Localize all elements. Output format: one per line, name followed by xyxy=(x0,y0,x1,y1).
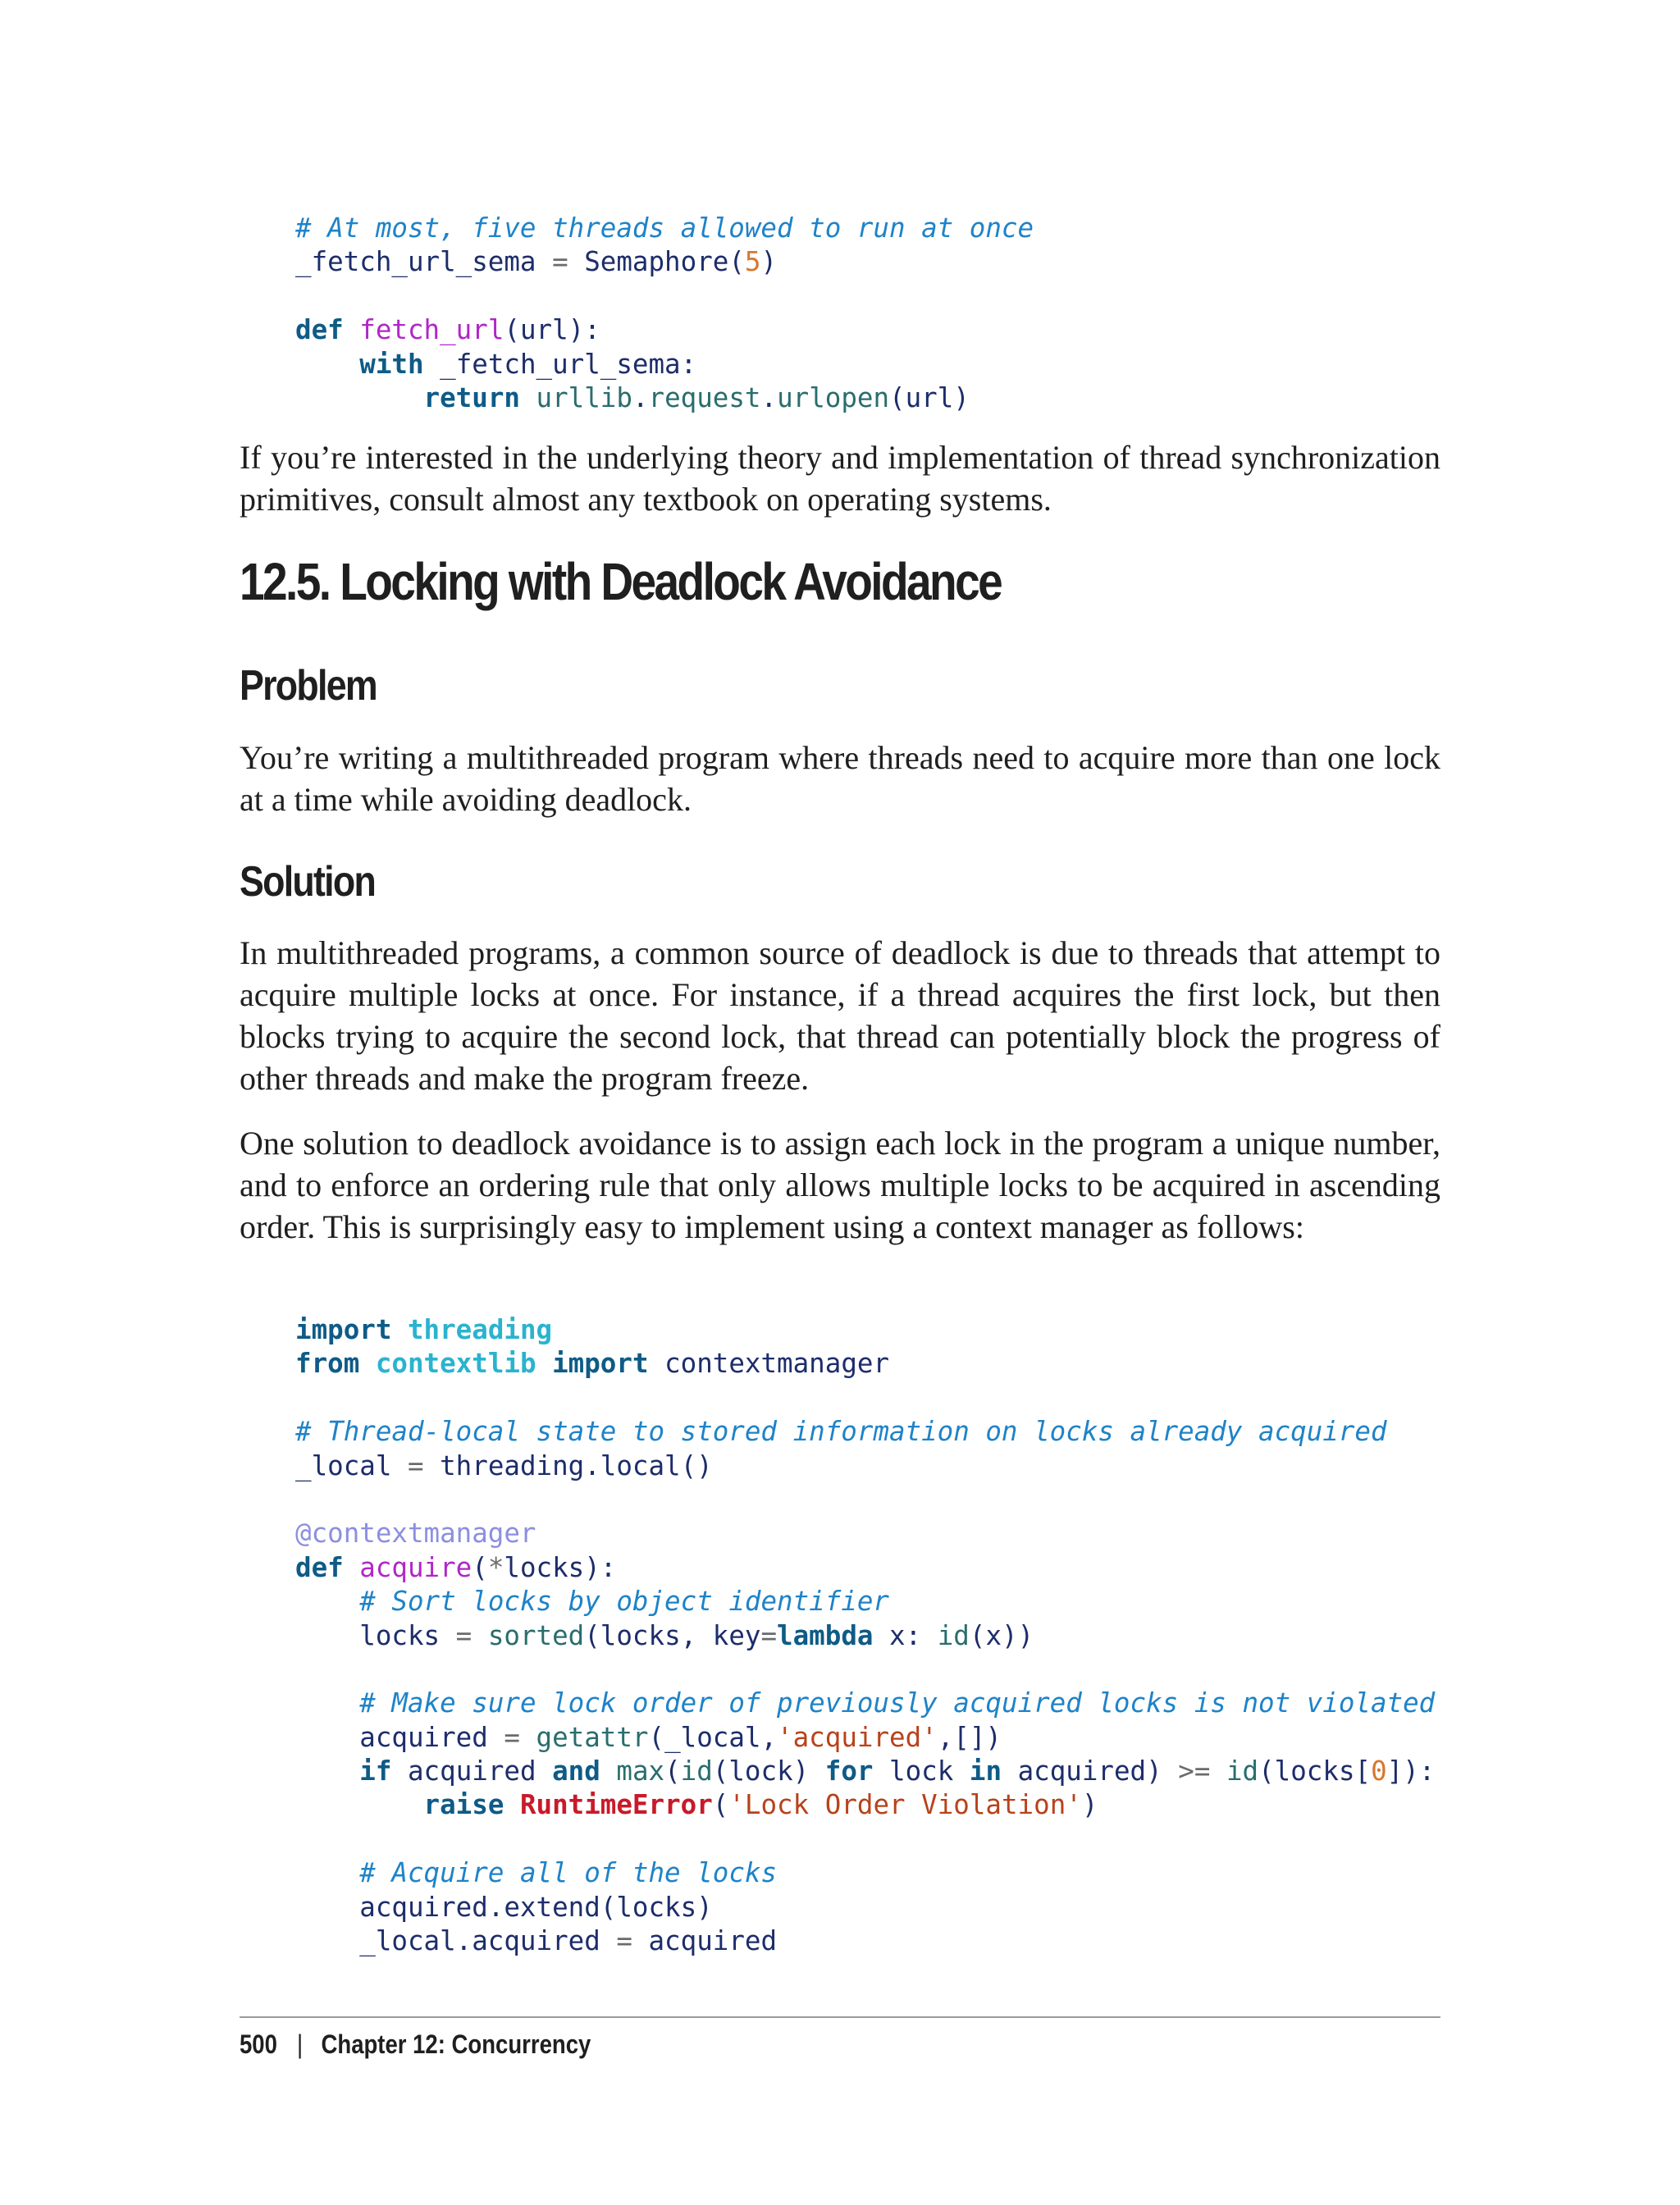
section-title: 12.5. Locking with Deadlock Avoidance xyxy=(240,552,1002,611)
code-line: # At most, five threads allowed to run at once xyxy=(295,212,1034,244)
code-line: _local = threading.local() xyxy=(295,1449,713,1481)
code-line: return urllib.request.urlopen(url) xyxy=(423,381,970,413)
page-number: 500 xyxy=(240,2029,277,2059)
code-line: _local.acquired = acquired xyxy=(295,1925,778,1957)
code-line: locks = sorted(locks, key=lambda x: id(x)) xyxy=(295,1619,1034,1651)
code-line: def fetch_url(url): xyxy=(295,314,600,346)
code-line: def acquire(*locks): xyxy=(295,1551,617,1583)
code-line: import threading xyxy=(295,1314,553,1345)
code-line: # Sort locks by object identifier xyxy=(359,1586,889,1618)
solution-paragraph-1: In multithreaded programs, a common source of deadlock is due to threads that attempt to acquire multiple locks at once. For instance, if a thread acquires the first lock, but then blocks trying to acquire the second lock, that thread can potentially block the progress of other threads and make the program freeze. xyxy=(240,934,1440,1097)
code-line: if acquired and max(id(lock) for lock in acquired) >= id(locks[0]): xyxy=(359,1755,1436,1787)
code-block-acquire xyxy=(295,1313,1435,1958)
code-line xyxy=(295,1381,1435,1415)
code-line: with _fetch_url_sema: xyxy=(359,348,697,380)
code-line xyxy=(295,280,1034,313)
code-line: _fetch_url_sema = Semaphore(5) xyxy=(295,246,778,278)
intro-paragraph: If you’re interested in the underlying theory and implementation of thread synchronization primitives, consult almost any textbook on operating systems. xyxy=(240,439,1440,518)
code-line: raise RuntimeError('Lock Order Violation') xyxy=(423,1789,1098,1821)
code-line xyxy=(295,1823,1435,1856)
chapter-title: Chapter 12: Concurrency xyxy=(321,2029,591,2059)
code-line xyxy=(295,1483,1435,1517)
code-block-semaphore xyxy=(295,212,1034,415)
code-line: acquired.extend(locks) xyxy=(295,1891,713,1923)
code-line: acquired = getattr(_local,'acquired',[]) xyxy=(295,1721,1002,1753)
problem-heading: Problem xyxy=(240,662,377,710)
code-line xyxy=(295,1653,1435,1687)
solution-heading: Solution xyxy=(240,858,376,906)
code-line: from contextlib import contextmanager xyxy=(295,1348,890,1380)
footer-separator: | xyxy=(296,2029,304,2059)
footer-divider xyxy=(240,2016,1440,2018)
code-line: # Thread-local state to stored information on locks already acquired xyxy=(295,1416,1387,1448)
page-footer xyxy=(240,2029,591,2060)
problem-paragraph: You’re writing a multithreaded program where threads need to acquire more than one lock at a time while avoiding deadlock. xyxy=(240,739,1440,818)
code-line: # Make sure lock order of previously acquired locks is not violated xyxy=(359,1687,1436,1719)
code-line: # Acquire all of the locks xyxy=(359,1857,778,1889)
solution-paragraph-2: One solution to deadlock avoidance is to assign each lock in the program a unique number, and to enforce an ordering rule that only allows multiple locks to be acquired in ascending order. This is surprisingly easy to implement using a context manager as follows: xyxy=(240,1125,1440,1245)
code-line: @contextmanager xyxy=(295,1518,536,1550)
